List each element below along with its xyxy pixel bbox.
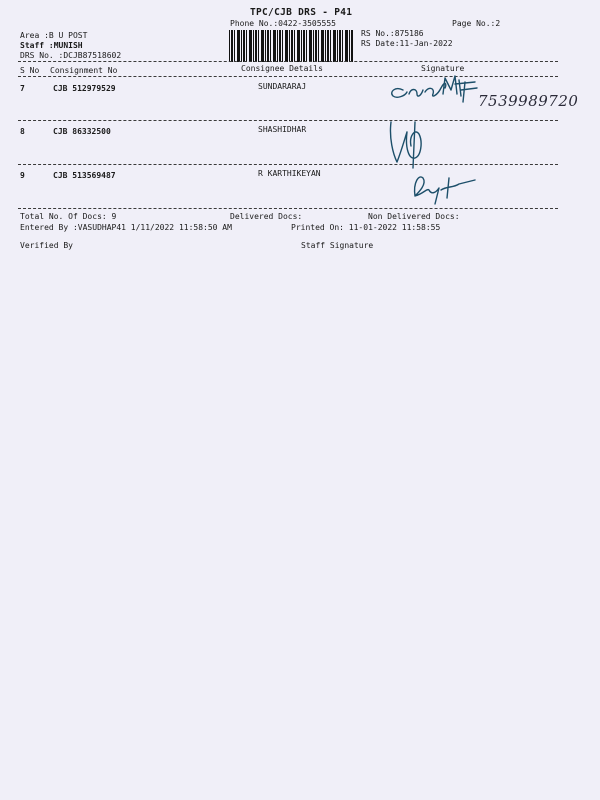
staff-label: Staff :MUNISH xyxy=(20,41,83,50)
signature-row-8 xyxy=(385,118,445,173)
row-sno: 8 xyxy=(20,127,25,136)
phone-number: Phone No.:0422-3505555 xyxy=(230,19,336,28)
header-divider xyxy=(18,61,558,62)
row-sno: 9 xyxy=(20,171,25,180)
drs-number: DRS No. :DCJB87518602 xyxy=(20,51,122,60)
signature-row-9 xyxy=(405,168,480,208)
total-docs: Total No. Of Docs: 9 xyxy=(20,212,117,221)
verified-by-label: Verified By xyxy=(20,241,73,250)
col-consignment: Consignment No xyxy=(50,66,118,75)
page-number: Page No.:2 xyxy=(452,19,501,28)
table-bottom-divider xyxy=(18,208,558,209)
non-delivered-docs: Non Delivered Docs: xyxy=(368,212,460,221)
col-sno: S No xyxy=(20,66,40,75)
col-consignee: Consignee Details xyxy=(241,64,323,73)
row-consignment: CJB 512979529 xyxy=(53,84,116,93)
signature-row-7 xyxy=(385,72,480,112)
rs-date: RS Date:11-Jan-2022 xyxy=(361,39,453,48)
row-consignment: CJB 513569487 xyxy=(53,171,116,180)
row-consignee: SUNDARARAJ xyxy=(258,82,307,91)
row-divider xyxy=(18,164,558,165)
row-sno: 7 xyxy=(20,84,25,93)
delivered-docs: Delivered Docs: xyxy=(230,212,303,221)
row-consignee: SHASHIDHAR xyxy=(258,125,307,134)
handwritten-phone-number: 7539989720 xyxy=(478,92,579,110)
area-label: Area :B U POST xyxy=(20,31,88,40)
barcode xyxy=(229,30,353,62)
entered-by: Entered By :VASUDHAP41 1/11/2022 11:58:50 AM xyxy=(20,223,232,232)
printed-on: Printed On: 11-01-2022 11:58:55 xyxy=(291,223,441,232)
rs-number: RS No.:875186 xyxy=(361,29,424,38)
col-signature: Signature xyxy=(421,64,465,73)
row-consignee: R KARTHIKEYAN xyxy=(258,169,321,178)
row-consignment: CJB 86332500 xyxy=(53,127,111,136)
document-title: TPC/CJB DRS - P41 xyxy=(250,7,353,18)
row-divider xyxy=(18,120,558,121)
staff-signature-label: Staff Signature xyxy=(301,241,374,250)
